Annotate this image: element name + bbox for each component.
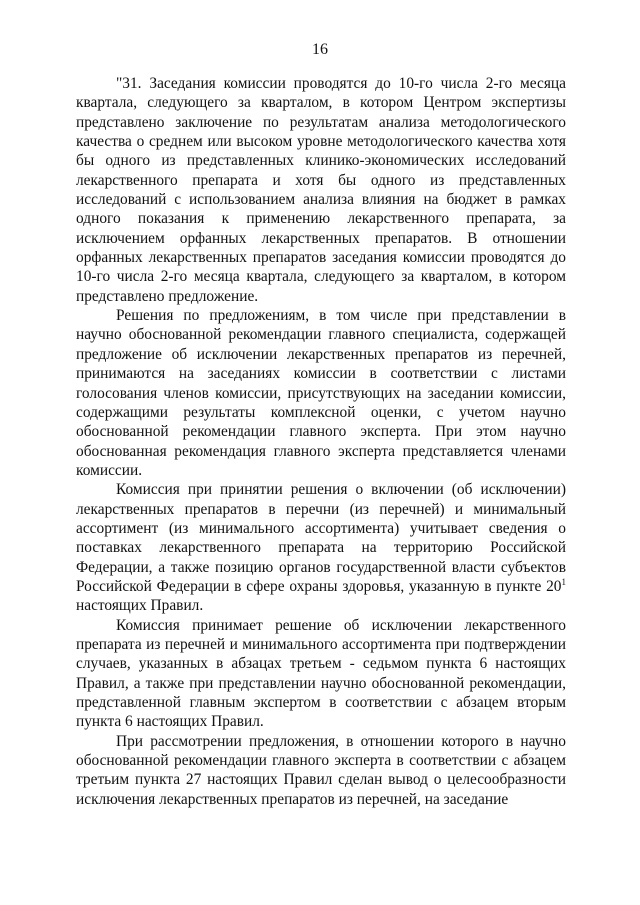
superscript-marker: 1 [561,576,566,587]
paragraph-item-31: "31. Заседания комиссии проводятся до 10-го числа 2-го месяца квартала, следующего за кварталом, в котором Центром экспертизы представлено заключение по результатам анализа методологического качества о среднем или высоком уровне методологического качества хотя бы одного из представленных клинико-экономических исследований лекарственного препарата и хотя бы одного из представленных исследований с использованием анализа влияния на бюджет в рамках одного показания к применению лекарственного препарата, за исключением орфанных лекарственных препаратов. В отношении орфанных лекарственных препаратов заседания комиссии проводятся до 10-го числа 2-го месяца квартала, следующего за кварталом, в котором представлено предложение. [76,75,566,305]
paragraph-tail: настоящих Правил. [76,597,204,615]
paragraph-consideration: При рассмотрении предложения, в отношении которого в научно обоснованной рекомендации главного эксперта в соответствии с абзацем третьим пункта 27 настоящих Правил сделан вывод о целесообразности исключения лекарственных препаратов из перечней, на заседание [76,732,566,808]
paragraph-decisions: Решения по предложениям, в том числе при представлении в научно обоснованной рекомендации главного специалиста, содержащей предложение об исключении лекарственных препаратов из перечней, принимаются на заседаниях комиссии в соответствии с листами голосования членов комиссии, присутствующих на заседании комиссии, содержащими результаты комплексной оценки, с учетом научно обоснованной рекомендации главного эксперта. При этом научно обоснованная рекомендация главного эксперта представляется членами комиссии. [76,307,566,479]
document-body [76,74,566,809]
paragraph-commission-considers [76,480,566,615]
page-number: 16 [312,41,328,58]
paragraph-exclusion-decision: Комиссия принимает решение об исключении лекарственного препарата из перечней и минимального ассортимента при подтверждении случаев, указанных в абзацах третьем - седьмом пункта 6 настоящих Правил, а также при представлении научно обоснованной рекомендации, представленной главным экспертом в соответствии с абзацем вторым пункта 6 настоящих Правил. [76,616,566,731]
paragraph-text: Комиссия при принятии решения о включении (об исключении) лекарственных препаратов в перечни (из перечней) и минимальный ассортимент (из минимального ассортимента) учитывает сведения о поставках лекарственного препарата на территорию Российской Федерации, а также позицию органов государственной власти субъектов Российской Федерации в сфере охраны здоровья, указанную в пункте 20 [76,481,566,595]
